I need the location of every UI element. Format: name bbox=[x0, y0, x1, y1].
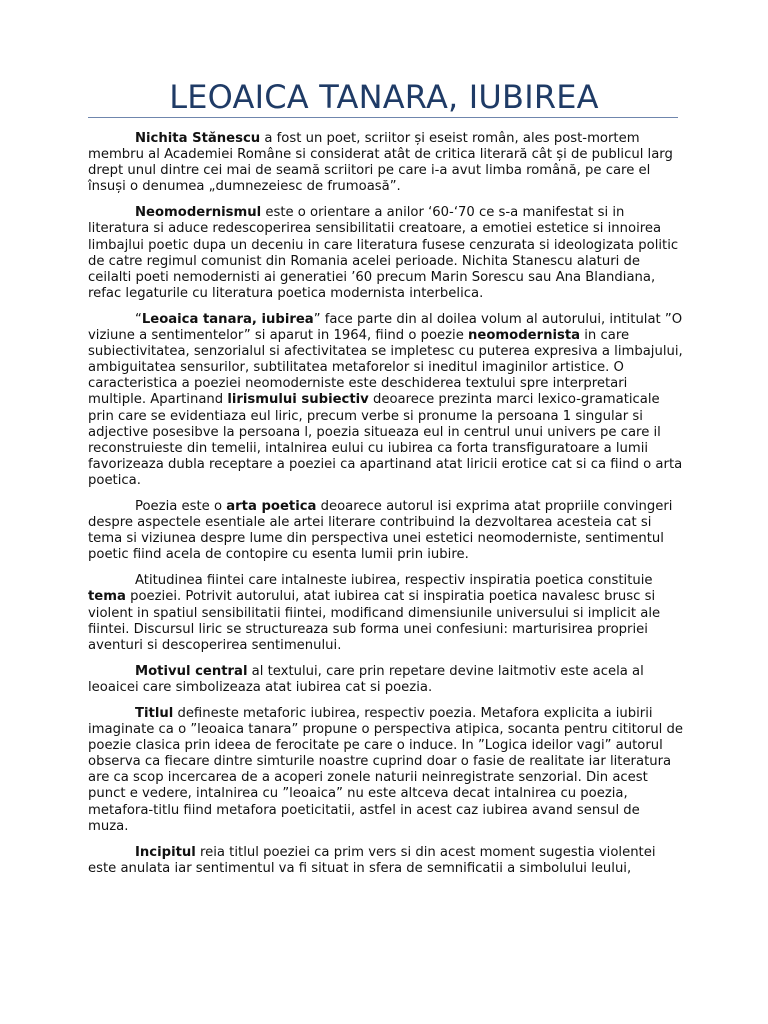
bold-term: arta poetica bbox=[226, 498, 317, 514]
paragraph bbox=[88, 131, 684, 195]
paragraph bbox=[88, 499, 684, 563]
text-run: in care subiectivitatea, senzorialul si afectivitatea se impletesc cu puterea expresiva a limbajului, ambiguitatea sensurilor, subtilitatea metaforelor si ineditul imaginilor artistice. O caracteristica a poeziei neomoderniste este deschiderea textului spre interpretari multiple. Apartinand bbox=[88, 328, 683, 408]
text-run: “ bbox=[135, 311, 142, 327]
bold-term: tema bbox=[88, 589, 126, 605]
bold-term: Incipitul bbox=[135, 844, 196, 860]
bold-term: neomodernista bbox=[468, 328, 581, 344]
text-run: Atitudinea fiintei care intalneste iubirea, respectiv inspiratia poetica constituie bbox=[135, 573, 653, 589]
document-body bbox=[88, 131, 684, 887]
bold-term: Neomodernismul bbox=[135, 205, 262, 221]
text-run: Poezia este o bbox=[135, 498, 227, 514]
text-run: defineste metaforic iubirea, respectiv poezia. Metafora explicita a iubirii imaginate ca o ”leoaica tanara” propune o perspectiva atipica, socanta pentru cititorul de poezie clasica prin ideea de ferocitate pe care o induce. In ”Logica ideilor vagi” autorul observa ca fiecare dintre simturile noastre cuprind doar o fasie de realitate iar literatura are ca scop incercarea de a acoperi zonele naturii neinregistrate senzorial. Din acest punct e vedere, intalnirea cu ”leoaica” nu este altceva decat intalnirea cu poezia, metafora-titlu fiind metafora poeticitatii, astfel in acest caz iubirea avand sensul de muza. bbox=[88, 706, 683, 834]
paragraph bbox=[88, 312, 684, 489]
bold-term: lirismului subiectiv bbox=[227, 392, 369, 408]
paragraph bbox=[88, 573, 684, 653]
bold-term: Motivul central bbox=[135, 663, 248, 679]
text-run: deoarece prezinta marci lexico-gramaticale prin care se evidentiaza eul liric, precum verbe si pronume la persoana 1 singular si adjective posesibve la persoana l, poezia situeaza eul in centrul unui univers pe care il reconstruieste din temelii, intalnirea eului cu iubirea ca forta transfiguratoare a lumii favorizeaza dubla receptare a poeziei ca apartinand atat liricii erotice cat si ca fiind o arta poetica. bbox=[88, 392, 683, 488]
bold-term: Leoaica tanara, iubirea bbox=[141, 311, 314, 327]
paragraph bbox=[88, 845, 684, 877]
text-run: reia titlul poeziei ca prim vers si din acest moment sugestia violentei este anulata iar sentimentul va fi situat in sfera de semnificatii a simbolului leului, bbox=[88, 844, 656, 876]
title-underline bbox=[88, 117, 678, 118]
paragraph bbox=[88, 205, 684, 302]
paragraph bbox=[88, 706, 684, 835]
paragraph bbox=[88, 664, 684, 696]
text-run: ” face parte din al doilea volum al autorului, intitulat ”O viziune a sentimentelor” si aparut in 1964, fiind o poezie bbox=[88, 311, 683, 344]
text-run: poeziei. Potrivit autorului, atat iubirea cat si inspiratia poetica navalesc brusc si violent in spatiul sensibilitatii fiintei, modificand dimensiunile universului si implicit ale fiintei. Discursul liric se structureaza sub forma unei confesiuni: marturisirea propriei aventuri si descoperirea sentimenului. bbox=[88, 589, 661, 653]
text-run: este o orientare a anilor ‘60-‘70 ce s-a manifestat si in literatura si aduce redescoperirea sensibilitatii creatoare, a emotiei estetice si innoirea limbajlui poetic dupa un deceniu in care literatura fusese cenzurata si ideologizata politic de catre regimul comunist din Romania acelei perioade. Nichita Stanescu alaturi de ceilalti poeti nemodernisti ai generatiei ’60 precum Marin Sorescu sau Ana Blandiana, refac legaturile cu literatura poetica modernista interbelica. bbox=[88, 205, 679, 301]
bold-term: Nichita Stănescu bbox=[135, 131, 261, 146]
bold-term: Titlul bbox=[135, 706, 174, 721]
document-title: LEOAICA TANARA, IUBIREA bbox=[169, 78, 599, 116]
text-run: a fost un poet, scriitor și eseist român, ales post-mortem membru al Academiei Române si considerat atât de critica literară cât și de publicul larg drept unul dintre cei mai de seamă scriitori pe care i-a avut limba română, pe care el însuși o denumea „dumnezeiesc de frumoasă”. bbox=[88, 131, 673, 195]
text-run: al textului, care prin repetare devine laitmotiv este acela al leoaicei care simbolizeaza atat iubirea cat si poezia. bbox=[88, 663, 644, 695]
text-run: deoarece autorul isi exprima atat propriile convingeri despre aspectele esentiale ale artei literare contribuind la dezvoltarea acesteia cat si tema si viziunea despre lume din perspectiva unei estetici neomoderniste, sentimentul poetic fiind acela de contopire cu esenta lumii prin iubire. bbox=[88, 498, 673, 563]
